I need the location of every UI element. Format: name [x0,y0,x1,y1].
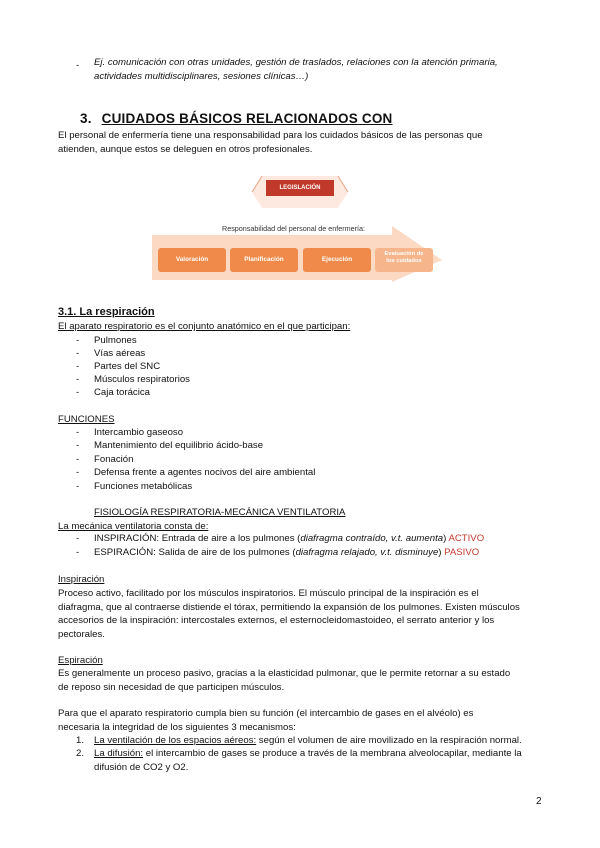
paragraph-line: pectorales. [58,628,105,640]
step-label: Planificación [244,256,284,263]
mechanism-term: La ventilación de los espacios aéreos: [94,735,257,746]
list-item-label: Partes del SNC [94,361,161,372]
list-item-label: Funciones metabólicas [94,481,193,492]
list-item-label: Intercambio gaseoso [94,427,184,438]
inspiration-label: INSPIRACIÓN: Entrada de aire a los pulmones ( [94,533,301,544]
section-3-para-line2: atienden, aunque estos se deleguen en otros profesionales. [58,143,313,155]
list-item-label: Mantenimiento del equilibrio ácido-base [94,440,264,451]
subsection-heading: 3.1. La respiración [58,306,155,318]
step-label: Ejecución [321,256,353,263]
expiration-paragraph [58,667,544,694]
expiration-detail: diafragma relajado, v.t. disminuye [295,547,439,558]
list-item-label: Pulmones [94,335,137,346]
paragraph-line: accesorios de la inspiración: intercostales externos, el esternocleidomastoideo, el serrato anterior y los [58,615,495,627]
expiration-close: ) [438,547,442,558]
section-3-heading [80,111,393,126]
passive-tag: PASIVO [444,547,480,558]
intro-bullet-line2: actividades multidisciplinares, sesiones clínicas… [94,70,306,82]
step-label: Evaluación de los cuidados [384,251,424,264]
list-item-label: Vías aéreas [94,348,146,359]
intro-bullet-text: Ej. comunicación con otras unidades, gestión de traslados, relaciones con la atención primaria, actividades multidisciplinares, sesiones clínicas…) [94,56,544,83]
section-3-number: 3. [80,111,92,126]
paragraph-line: de reposo sin necesidad de que participen músculos. [58,681,285,693]
paragraph-line: diafragma, que al contraerse distiende el tórax, permitiendo la expansión de los pulmones. Existen músculos [58,601,520,613]
mechanisms-intro [58,707,544,734]
list-item-label: Fonación [94,454,134,465]
mechanism-item [76,747,546,761]
mechanism-continuation: difusión de CO2 y O2. [94,762,189,773]
mechanism-text: el intercambio de gases se produce a través de la membrana alveolocapilar, mediante la [143,748,522,759]
mechanism-term: La difusión: [94,748,144,759]
bullet-dash: - [76,60,80,71]
section-3-para-line1: El personal de enfermería tiene una responsabilidad para los cuidados básicos de las personas que [58,130,483,141]
inspiration-heading: Inspiración [58,574,105,585]
inspiration-detail: diafragma contraído, v.t. aumenta [300,533,444,544]
page-number: 2 [536,796,542,807]
step-label: Valoración [175,256,209,263]
active-tag: ACTIVO [448,533,485,544]
physiology-heading: FISIOLOGÍA RESPIRATORIA-MECÁNICA VENTILATORIA [94,507,346,518]
respiration-intro: El aparato respiratorio es el conjunto anatómico en el que participan: [58,321,351,332]
mechanism-number: 1. [76,735,85,746]
paragraph-line: Es generalmente un proceso pasivo, gracias a la elasticidad pulmonar, que le permite retornar a su estado [58,668,511,679]
inspiration-paragraph [58,587,544,641]
expiration-label: ESPIRACIÓN: Salida de aire de los pulmones ( [94,547,296,558]
mechanism-item [76,734,546,748]
diagram-caption: Responsabilidad del personal de enfermería: [222,224,366,233]
section-3-title: CUIDADOS BÁSICOS RELACIONADOS CON [101,111,393,126]
inspiration-close: ) [443,533,447,544]
document-page: - Ej. comunicación con otras unidades, gestión de traslados, relaciones con la atención primaria, actividades multidisciplinares, sesiones clínicas…) 3. CUIDADOS BÁSICOS RELACIONADOS CON El personal de enfermería tiene una responsabilidad para los cuidados básicos de las personas que atienden, aunque estos se deleguen en otros profesionales. LEGISLACIÓN Responsabilidad del personal de enfermería: Valoración Planificación Ejecución Evaluación de los cuidados 3.1. La respiración El aparato respiratorio es el conjunto anatómico en el que participan: - Pulmones - Vías aéreas - Partes del SNC - Músculos respiratorios - Caja torácica FUNCIONES - Intercambio gaseoso - Mantenimiento del equilibrio ácido-base - Fonación - Defensa frente a agentes nocivos del aire ambiental - Funciones metabólicas FISIOLOGÍA RESPIRATORIA-MECÁNICA VENTILATORIA La mecánica ventilatoria consta de: - INSPIRACIÓN: Entrada de aire a los pulmones (diafragma contraído, v.t. aumenta) ACTIVO - ESPIRACIÓN: Salida de aire de los pulmones (diafragma relajado, v.t. disminuye) PASIVO Inspiración Proceso activo, facilitado por los músculos inspiratorios. El músculo principal de la inspiración es el diafragma, que al contraerse distiende el tórax, permitiendo la expansión de los pulmones. Existen músculos accesorios de la inspiración: intercostales externos, el esternocleidomastoideo, el serrato anterior y los pectorales. Espiración Es generalmente un proceso pasivo, gracias a la elasticidad pulmonar, que le permite retornar a su estado de reposo sin necesidad de que participen músculos. Para que el aparato respiratorio cumpla bien su función (el intercambio de gases en el alvéolo) es necesaria la integridad de los siguientes 3 mecanismos: 1. La ventilación de los espacios aéreos: según el volumen de aire movilizado en la respiración normal. 2. La difusión: el intercambio de gases se produce a través de la membrana alveolocapilar, mediante la difusión de CO2 y O2. 2 [0,0,600,848]
mechanism-number: 2. [76,748,85,759]
legislation-label: LEGISLACIÓN [279,185,321,191]
mechanics-intro: La mecánica ventilatoria consta de: [58,521,209,532]
list-item-label: Defensa frente a agentes nocivos del aire ambiental [94,467,316,478]
paragraph-line: Para que el aparato respiratorio cumpla bien su función (el intercambio de gases en el alvéolo) es [58,708,474,719]
list-item-label: Músculos respiratorios [94,374,190,385]
paragraph-line: necesaria la integridad de los siguientes 3 mecanismos: [58,721,296,733]
mechanism-text: según el volumen de aire movilizado en la respiración normal. [256,735,522,746]
list-item-label: Caja torácica [94,387,150,398]
responsibility-diagram [150,168,450,283]
paragraph-line: Proceso activo, facilitado por los músculos inspiratorios. El músculo principal de la inspiración es el [58,588,479,599]
functions-heading: FUNCIONES [58,414,115,425]
section-3-paragraph [58,129,544,156]
expiration-heading: Espiración [58,655,103,666]
intro-bullet-line1: Ej. comunicación con otras unidades, gestión de traslados, relaciones con la atención primaria, [94,57,498,68]
